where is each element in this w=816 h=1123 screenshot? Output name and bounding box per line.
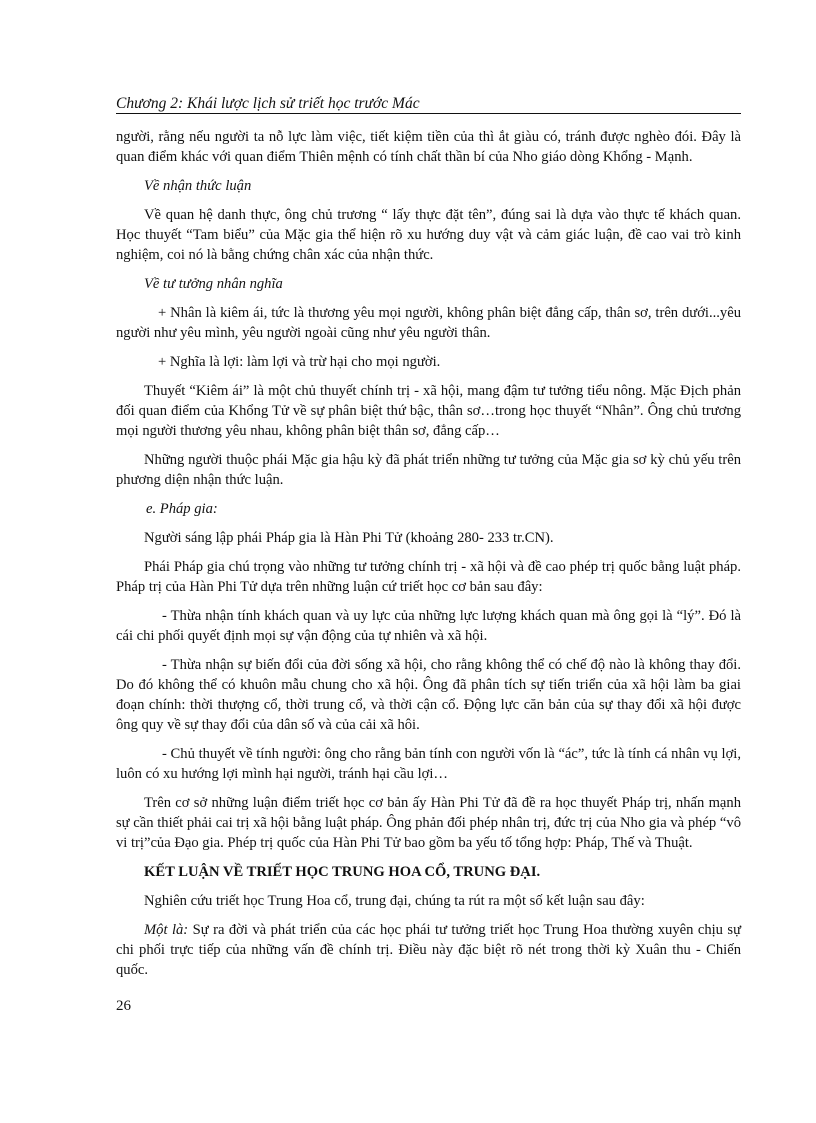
header-rule [116, 113, 741, 114]
paragraph: Phái Pháp gia chú trọng vào những tư tưởng chính trị - xã hội và đề cao phép trị quốc bằng luật pháp. Pháp trị của Hàn Phi Tử dựa trên những luận cứ triết học cơ bản sau đây: [116, 559, 741, 595]
paragraph: Nghiên cứu triết học Trung Hoa cổ, trung đại, chúng ta rút ra một số kết luận sau đây: [144, 893, 645, 909]
paragraph [116, 920, 741, 980]
paragraph: - Thừa nhận tính khách quan và uy lực của những lực lượng khách quan mà ông gọi là “lý”. Đó là cái chi phối quyết định mọi sự vận động của tự nhiên và xã hội. [116, 608, 741, 644]
paragraph: Về quan hệ danh thực, ông chủ trương “ lấy thực đặt tên”, đúng sai là dựa vào thực tế khách quan. Học thuyết “Tam biểu” của Mặc gia thể hiện rõ xu hướng duy vật và cảm giác luận, đề cao vai trò kinh nghiệm, coi nó là bằng chứng chân xác của nhận thức. [116, 207, 741, 263]
chapter-header: Chương 2: Khái lược lịch sử triết học trước Mác [116, 95, 420, 112]
section-heading-epistemology: Về nhận thức luận [144, 178, 252, 194]
page-body [116, 127, 741, 989]
paragraph: - Chủ thuyết về tính người: ông cho rằng bản tính con người vốn là “ác”, tức là tính cá nhân vụ lợi, luôn có xu hướng lợi mình hại người, tránh hại cầu lợi… [116, 746, 741, 782]
paragraph: - Thừa nhận sự biến đổi của đời sống xã hội, cho rằng không thể có chế độ nào là không thay đổi. Do đó không thể có khuôn mẫu chung cho xã hội. Ông đã phân tích sự tiến triển của xã hội làm ba giai đoạn chính: thời thượng cổ, thời trung cổ, và thời cận cổ. Động lực căn bản của sự thay đổi xã hội được ông quy về sự thay đổi của dân số và của cải xã hôi. [116, 657, 741, 733]
section-heading-conclusion: KẾT LUẬN VỀ TRIẾT HỌC TRUNG HOA CỔ, TRUNG ĐẠI. [144, 864, 541, 880]
conclusion-lead: Một là: [144, 922, 189, 938]
paragraph: Thuyết “Kiêm ái” là một chủ thuyết chính trị - xã hội, mang đậm tư tưởng tiểu nông. Mặc Địch phản đối quan điểm của Khổng Tử về sự phân biệt thứ bậc, thân sơ…trong học thuyết “Nhân”. Ông chủ trương mọi người thương yêu nhau, không phân biệt thân sơ, đẳng cấp… [116, 383, 741, 439]
section-heading-humanity: Về tư tưởng nhân nghĩa [144, 276, 283, 292]
page-number: 26 [116, 998, 131, 1014]
paragraph: + Nghĩa là lợi: làm lợi và trừ hại cho mọi người. [158, 354, 441, 370]
conclusion-text: Sự ra đời và phát triển của các học phái tư tưởng triết học Trung Hoa thường xuyên chịu sự chi phối trực tiếp của những vấn đề chính trị. Điều này đặc biệt rõ nét trong thời kỳ Xuân thu - Chiến quốc. [116, 922, 741, 978]
paragraph: Trên cơ sở những luận điểm triết học cơ bản ấy Hàn Phi Tử đã đề ra học thuyết Pháp trị, nhấn mạnh sự cần thiết phải cai trị xã hội bằng luật pháp. Ông phản đối phép nhân trị, đức trị của Nho gia và phép “vô vi trị”của Đạo gia. Phép trị quốc của Hàn Phi Tử bao gồm ba yếu tố tổng hợp: Pháp, Thế và Thuật. [116, 795, 741, 851]
paragraph: Người sáng lập phái Pháp gia là Hàn Phi Tử (khoảng 280- 233 tr.CN). [144, 530, 554, 546]
paragraph: + Nhân là kiêm ái, tức là thương yêu mọi người, không phân biệt đẳng cấp, thân sơ, trên dưới...yêu người như yêu mình, yêu người ngoài cũng như yêu người thân. [116, 305, 741, 341]
paragraph: người, rằng nếu người ta nỗ lực làm việc, tiết kiệm tiền của thì ắt giàu có, tránh được nghèo đói. Đây là quan điểm khác với quan điểm Thiên mệnh có tính chất thần bí của Nho giáo dòng Khổng - Mạnh. [116, 129, 741, 165]
section-heading-legalism: e. Pháp gia: [146, 501, 218, 517]
paragraph: Những người thuộc phái Mặc gia hậu kỳ đã phát triển những tư tưởng của Mặc gia sơ kỳ chủ yếu trên phương diện nhận thức luận. [116, 452, 741, 488]
